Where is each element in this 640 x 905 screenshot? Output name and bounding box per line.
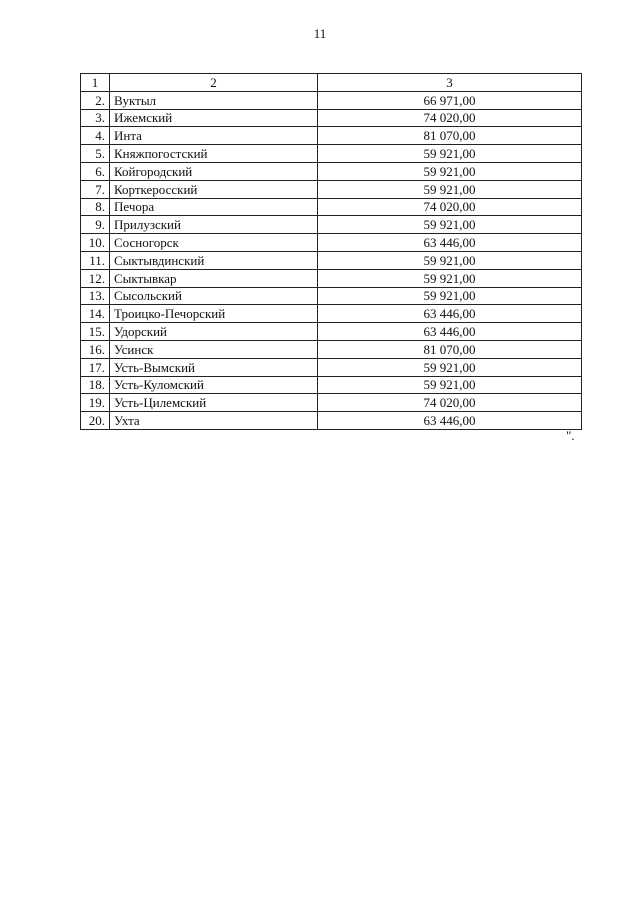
amount-value: 63 446,00	[318, 234, 582, 252]
row-number: 17.	[81, 358, 110, 376]
row-number: 19.	[81, 394, 110, 412]
table-row	[81, 376, 582, 394]
row-number: 12.	[81, 269, 110, 287]
district-name: Вуктыл	[110, 91, 318, 109]
row-number: 15.	[81, 323, 110, 341]
district-name: Усть-Куломский	[110, 376, 318, 394]
table-body	[81, 74, 582, 430]
row-number: 7.	[81, 180, 110, 198]
table-row	[81, 127, 582, 145]
amount-value: 59 921,00	[318, 216, 582, 234]
table-row	[81, 305, 582, 323]
table-row	[81, 358, 582, 376]
district-name: Усинск	[110, 340, 318, 358]
row-number: 11.	[81, 251, 110, 269]
table-row	[81, 340, 582, 358]
row-number: 20.	[81, 412, 110, 430]
table-row	[81, 394, 582, 412]
table-row	[81, 180, 582, 198]
district-name: Ухта	[110, 412, 318, 430]
amount-value: 66 971,00	[318, 91, 582, 109]
table-row	[81, 145, 582, 163]
district-name: Сыктывдинский	[110, 251, 318, 269]
amount-value: 74 020,00	[318, 109, 582, 127]
amount-value: 59 921,00	[318, 180, 582, 198]
table-row	[81, 198, 582, 216]
header-cell-3: 3	[318, 74, 582, 92]
district-name: Сосногорск	[110, 234, 318, 252]
amount-value: 59 921,00	[318, 287, 582, 305]
row-number: 3.	[81, 109, 110, 127]
district-name: Корткеросский	[110, 180, 318, 198]
table-row	[81, 251, 582, 269]
table-row	[81, 109, 582, 127]
row-number: 14.	[81, 305, 110, 323]
page-number: 11	[313, 26, 327, 41]
district-name: Койгородский	[110, 162, 318, 180]
district-name: Сысольский	[110, 287, 318, 305]
amount-value: 63 446,00	[318, 412, 582, 430]
row-number: 9.	[81, 216, 110, 234]
amount-value: 59 921,00	[318, 376, 582, 394]
amount-value: 74 020,00	[318, 198, 582, 216]
row-number: 13.	[81, 287, 110, 305]
district-name: Сыктывкар	[110, 269, 318, 287]
table-row	[81, 162, 582, 180]
row-number: 4.	[81, 127, 110, 145]
row-number: 5.	[81, 145, 110, 163]
amount-value: 74 020,00	[318, 394, 582, 412]
amount-value: 59 921,00	[318, 145, 582, 163]
table-row	[81, 269, 582, 287]
table-header-row	[81, 74, 582, 92]
amount-value: 59 921,00	[318, 162, 582, 180]
row-number: 10.	[81, 234, 110, 252]
district-name: Ижемский	[110, 109, 318, 127]
row-number: 18.	[81, 376, 110, 394]
amount-value: 59 921,00	[318, 358, 582, 376]
amount-value: 81 070,00	[318, 340, 582, 358]
amount-value: 63 446,00	[318, 305, 582, 323]
table-row	[81, 234, 582, 252]
table-row	[81, 216, 582, 234]
district-name: Княжпогостский	[110, 145, 318, 163]
district-name: Удорский	[110, 323, 318, 341]
data-table	[80, 73, 582, 430]
row-number: 16.	[81, 340, 110, 358]
amount-value: 59 921,00	[318, 251, 582, 269]
row-number: 2.	[81, 91, 110, 109]
row-number: 6.	[81, 162, 110, 180]
amount-value: 81 070,00	[318, 127, 582, 145]
table-row	[81, 323, 582, 341]
closing-quote-mark: ".	[566, 428, 575, 443]
district-name: Усть-Цилемский	[110, 394, 318, 412]
header-cell-1: 1	[81, 74, 110, 92]
amount-value: 59 921,00	[318, 269, 582, 287]
table-row	[81, 287, 582, 305]
district-name: Прилузский	[110, 216, 318, 234]
district-name: Инта	[110, 127, 318, 145]
district-name: Печора	[110, 198, 318, 216]
table-row	[81, 412, 582, 430]
table-row	[81, 91, 582, 109]
district-name: Усть-Вымский	[110, 358, 318, 376]
row-number: 8.	[81, 198, 110, 216]
district-name: Троицко-Печорский	[110, 305, 318, 323]
amount-value: 63 446,00	[318, 323, 582, 341]
header-cell-2: 2	[110, 74, 318, 92]
